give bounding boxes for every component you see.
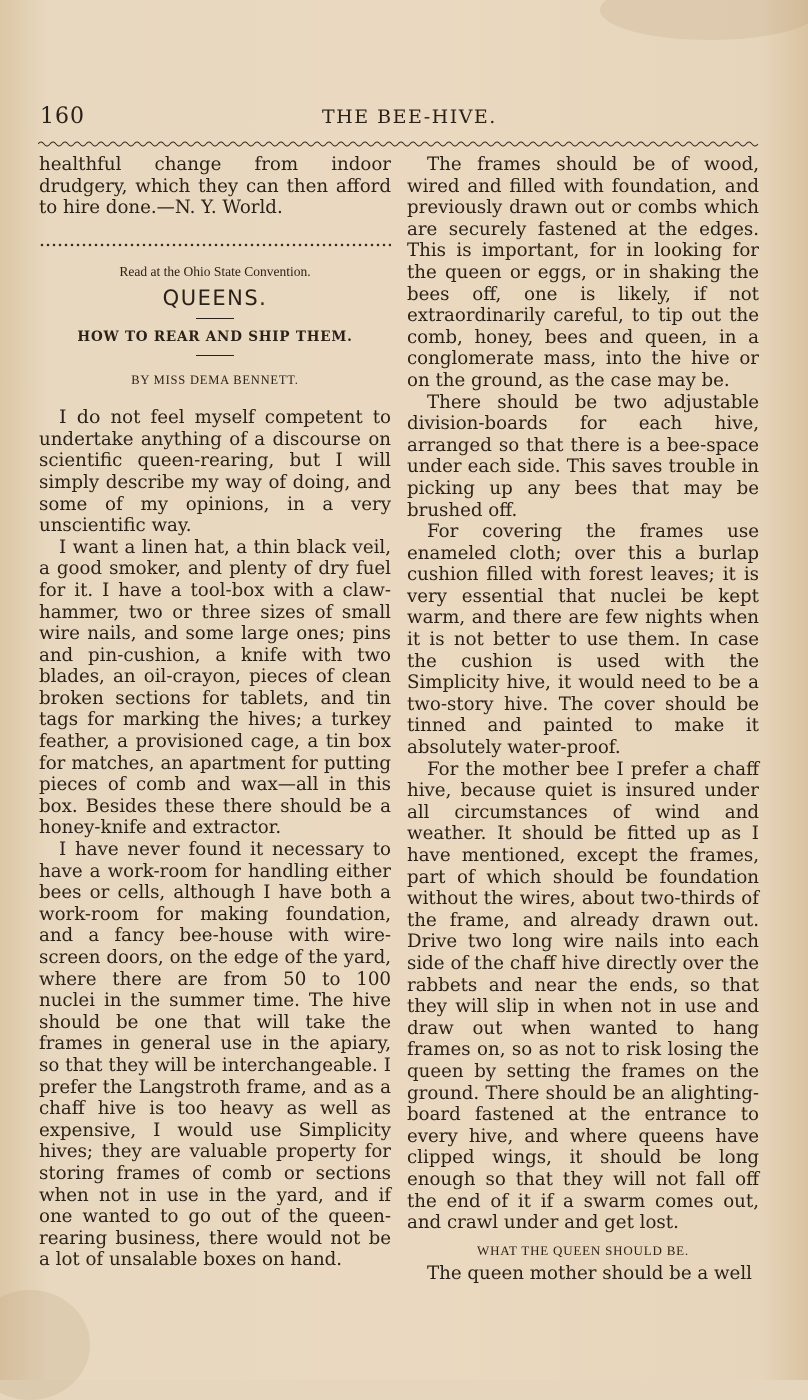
section-heading: WHAT THE QUEEN SHOULD BE. [477,1242,689,1258]
continued-text: healthful change from indoor drudgery, which they can then afford to hire done.—N. Y. World. [39,154,391,219]
opening-words: I do [59,406,101,429]
page-number: 160 [40,104,85,129]
paragraph: There should be two adjustable division-boards for each hive, arranged so that there is a bee-space under each side. This saves trouble in picking up any bees that may be brushed off. [407,391,759,521]
left-column [39,154,391,1271]
paragraph: For the mother bee I prefer a chaff hive, because quiet is insured under all circumstances of wind and weather. It should be fitted up as I have mentioned, except the frames, part of which should be foundation without the wires, about two-thirds of the frame, and already drawn out. Drive two long wire nails into each side of the chaff hive directly over the rabbets and near the ends, so that they will slip in when not in use and draw out when wanted to hang frames on, so as not to risk losing the queen by setting the frames on the ground. There should be an alighting-board fastened at the entrance to every hive, and where queens have clipped wings, it should be long enough so that they will not fall off the end of it if a swarm comes out, and crawl under and get lost. [407,758,759,1234]
right-column [407,154,759,1285]
header-wavy-rule [38,140,760,148]
presentation-note: Read at the Ohio State Convention. [119,263,311,279]
article-byline: BY MISS DEMA BENNETT. [131,372,299,387]
article-title: QUEENS. [162,286,268,311]
paper-stain [600,0,808,40]
running-title: THE BEE-HIVE. [322,106,497,128]
paragraph: I want a linen hat, a thin black veil, a good smoker, and plenty of dry fuel for it. I have a tool-box with a claw-hammer, two or three sizes of small wire nails, and some large ones; pins and pin-cushion, a knife with two blades, an oil-crayon, pieces of clean broken sections for tablets, and tin tags for marking the hives; a turkey feather, a provisioned cage, a tin box for matches, an apartment for putting pieces of comb and wax—all in this box. Besides these there should be a honey-knife and extractor. [39,536,391,839]
paragraph: For covering the frames use enameled cloth; over this a burlap cushion filled with forest leaves; it is very essential that nuclei be kept warm, and there are few nights when it is not better to use them. In case the cushion is used with the Simplicity hive, it would need to be a two-story hive. The cover should be tinned and painted to make it absolutely water-proof. [407,521,759,759]
page-header [40,104,760,138]
paper-stain [0,1290,90,1400]
paragraph: I have never found it necessary to have a work-room for handling either bees or cells, although I have both a work-room for making foundation, and a fancy bee-house with wire-screen doors, on the edge of the yard, where there are from 50 to 100 nuclei in the summer time. The hive should be one that will take the frames in general use in the apiary, so that they will be interchangeable. I prefer the Langstroth frame, and as a chaff hive is too heavy as well as expensive, I would use Simplicity hives; they are valuable property for storing frames of comb or sections when not in use in the yard, and if one wanted to go out of the queen-rearing business, there would not be a lot of unsalable boxes on hand. [39,839,391,1271]
paragraph: I do not feel myself competent to undertake anything of a discourse on scientific queen-rearing, but I will simply describe my way of doing, and some of my opinions, in a very unscientific way. [39,406,391,537]
paragraph: The frames should be of wood, wired and filled with foundation, and previously drawn out or combs which are securely fastened at the edges. This is important, for in looking for the queen or eggs, or in shaking the bees off, one is likely, if not extraordinarily careful, to tip out the comb, honey, bees and queen, in a conglomerate mass, into the hive or on the ground, as the case may be. [407,154,759,391]
article-subtitle: HOW TO REAR AND SHIP THEM. [77,328,353,345]
dotted-divider [39,241,391,249]
paragraph: The queen mother should be a well [427,1263,752,1285]
subtitle-rule [196,355,234,356]
title-rule [196,318,234,319]
